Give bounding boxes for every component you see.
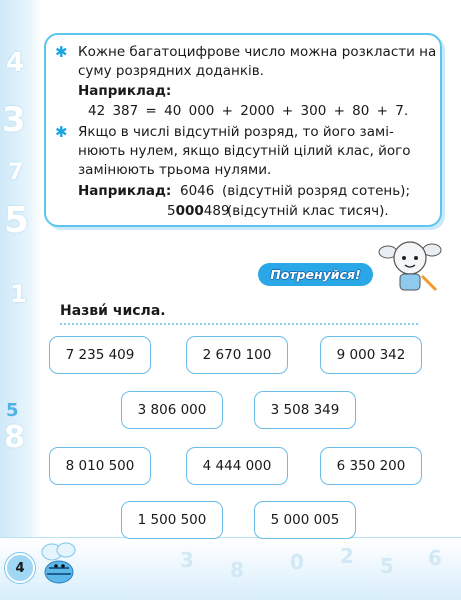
left-decor-band (0, 0, 42, 600)
practice-banner (258, 263, 373, 286)
example2b-number-zeros: 000 (175, 203, 204, 219)
number-box: 3 806 000 (121, 391, 223, 429)
rule2-line2: нюють нулем, якщо відсутній цілий клас, його (78, 143, 411, 159)
decor-digit-icon: 5 (380, 554, 394, 578)
decor-digit-icon: 1 (10, 280, 27, 308)
rule-info-box (44, 33, 442, 227)
number-box: 4 444 000 (186, 447, 288, 485)
number-box: 7 235 409 (49, 336, 151, 374)
dotted-divider (60, 323, 418, 325)
number-box: 3 508 349 (254, 391, 356, 429)
page-number: 4 (5, 553, 35, 583)
number-box: 8 010 500 (49, 447, 151, 485)
example2-label: Наприклад: (78, 183, 172, 199)
number-box: 6 350 200 (320, 447, 422, 485)
decor-digit-icon: 3 (2, 100, 26, 140)
decor-digit-icon: 8 (230, 558, 244, 582)
decor-digit-icon: 2 (340, 544, 354, 568)
decor-digit-icon: 4 (6, 48, 25, 78)
asterisk-bullet-icon: ✱ (55, 123, 68, 141)
example2b-number-pre: 5 (167, 203, 176, 219)
decor-digit-icon: 3 (180, 548, 194, 572)
girl-mascot-icon (378, 232, 442, 296)
decor-digit-icon: 0 (290, 550, 304, 574)
rule2-line3: замінюють трьома нулями. (78, 162, 272, 178)
decor-digit-icon: 6 (428, 546, 442, 570)
bee-icon (34, 540, 84, 588)
number-box: 9 000 342 (320, 336, 422, 374)
example2a-number: 6046 (180, 183, 215, 199)
number-box: 2 670 100 (186, 336, 288, 374)
rule1-line2: суму розрядних доданків. (78, 63, 264, 79)
decor-digit-icon: 5 (6, 400, 19, 421)
example2b-note: (відсутній клас тисяч). (227, 203, 389, 219)
practice-banner-label: Потренуйся! (270, 267, 361, 282)
example2a-note: (відсутній розряд сотень); (222, 183, 410, 199)
task-title: Назви́ числа. (60, 303, 166, 319)
rule1-line1: Кожне багатоцифрове число можна розкласти на (78, 44, 437, 60)
decor-digit-icon: 8 (4, 420, 25, 455)
example1-label: Наприклад: (78, 83, 172, 99)
example1-expansion: 42 387 = 40 000 + 2000 + 300 + 80 + 7. (88, 103, 409, 119)
asterisk-bullet-icon: ✱ (55, 43, 68, 61)
decor-digit-icon: 5 (4, 200, 30, 241)
example2b-number (167, 203, 230, 219)
number-box: 1 500 500 (121, 501, 223, 539)
decor-digit-icon: 7 (8, 160, 24, 185)
example2b-number-post: 489 (203, 203, 230, 219)
number-box: 5 000 005 (254, 501, 356, 539)
rule2-line1: Якщо в числі відсутній розряд, то його замі- (78, 124, 394, 140)
